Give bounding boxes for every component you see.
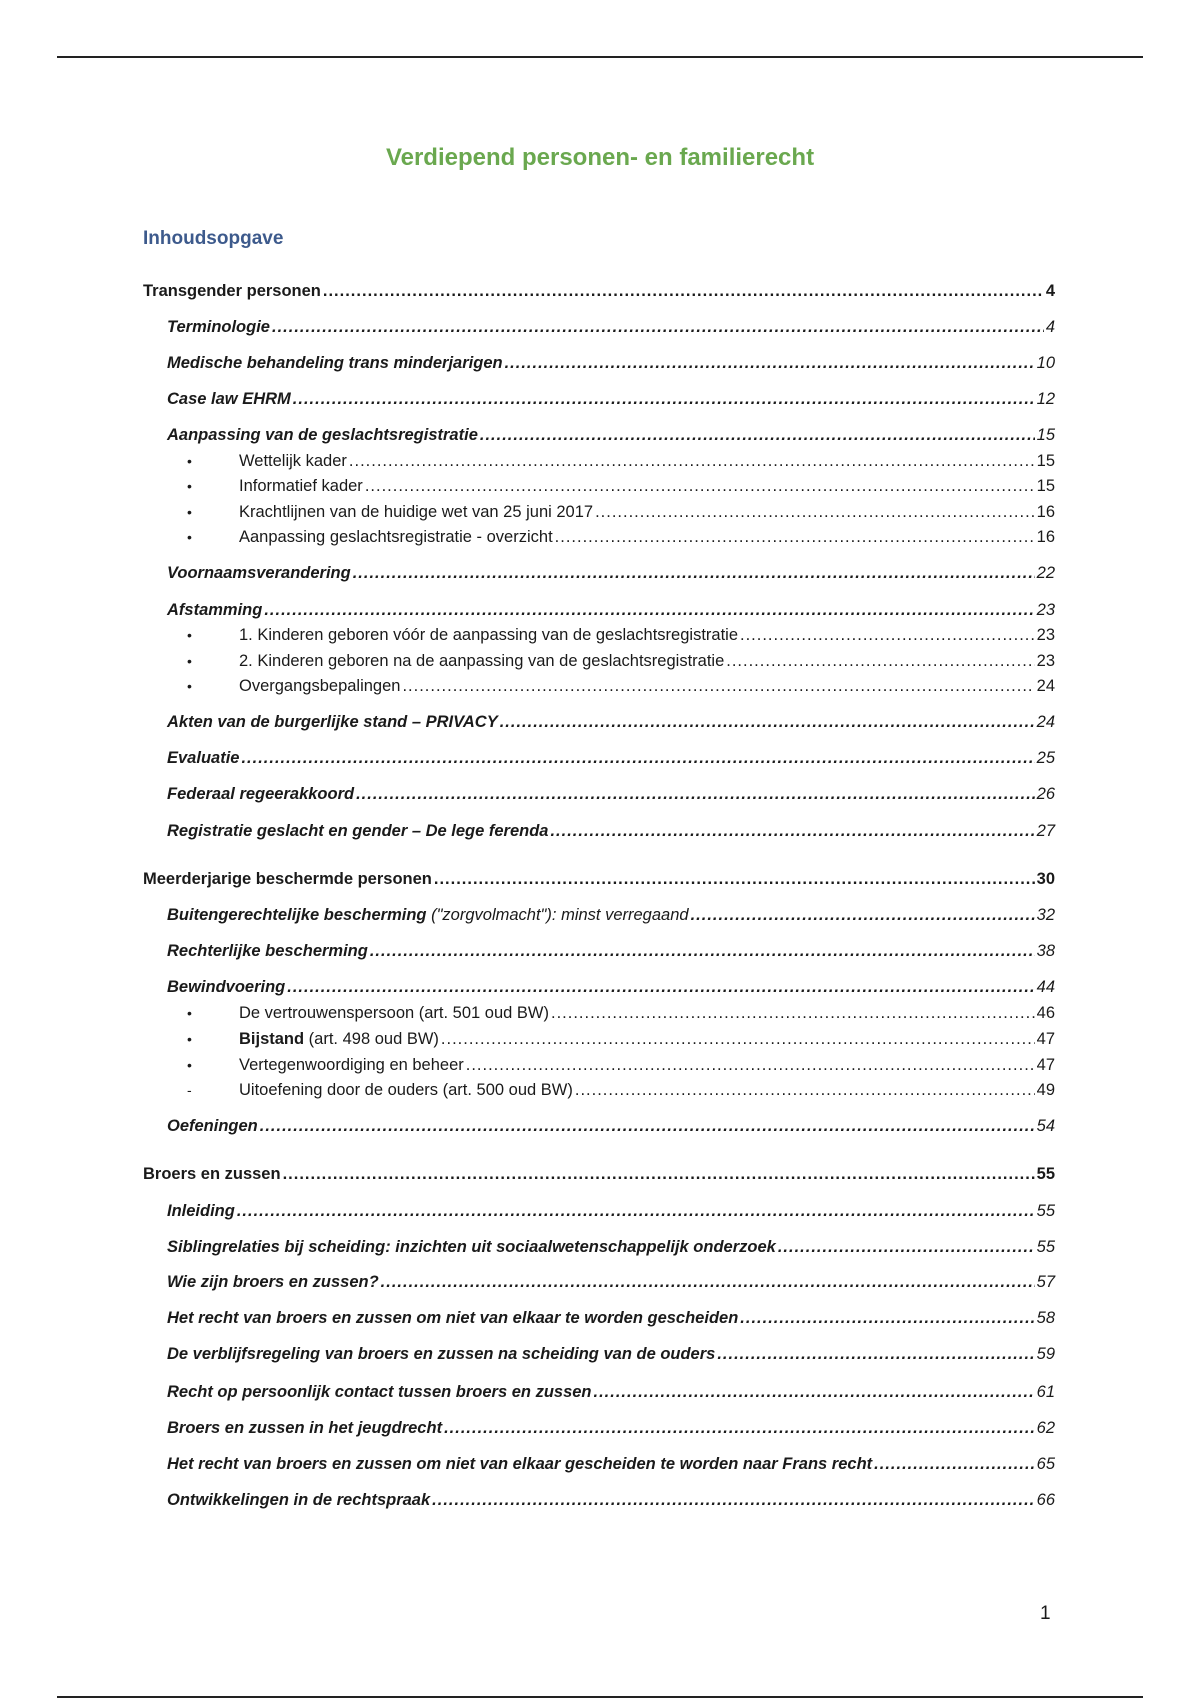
toc-entry-label: 2. Kinderen geboren na de aanpassing van de geslachtsregistratie	[239, 652, 725, 670]
toc-entry-page: 46	[1036, 1004, 1055, 1022]
toc-entry-label: Het recht van broers en zussen om niet van elkaar te worden gescheiden	[167, 1309, 739, 1327]
bullet-icon: •	[187, 627, 192, 643]
bullet-icon: •	[187, 478, 192, 494]
toc-entry-page: 57	[1036, 1273, 1055, 1291]
toc-entry-page: 15	[1036, 452, 1055, 470]
dot-leader	[241, 749, 1034, 768]
toc-entry[interactable]	[187, 1004, 1055, 1023]
bullet-icon: •	[187, 453, 192, 469]
toc-entry-label: Akten van de burgerlijke stand – PRIVACY	[167, 713, 498, 731]
toc-entry-page: 23	[1036, 626, 1055, 644]
toc-entry[interactable]	[187, 452, 1055, 471]
toc-entry-page: 24	[1036, 677, 1055, 695]
toc-entry-label: Het recht van broers en zussen om niet van elkaar gescheiden te worden naar Frans recht	[167, 1455, 873, 1473]
bullet-icon: •	[187, 653, 192, 669]
dash-marker: -	[187, 1082, 192, 1098]
toc-entry-page: 62	[1036, 1419, 1055, 1437]
toc-entry-label: Oefeningen	[167, 1117, 258, 1135]
toc-entry-label: Rechterlijke bescherming	[167, 942, 368, 960]
dot-leader	[381, 1273, 1035, 1292]
toc-entry-page: 27	[1036, 822, 1055, 840]
toc-entry-label: Overgangsbepalingen	[239, 677, 401, 695]
dot-leader	[237, 1202, 1035, 1221]
toc-entry-label-plain: ("zorgvolmacht"): minst verregaand	[426, 906, 689, 924]
toc-entry-page: 66	[1036, 1491, 1055, 1509]
toc-entry-page: 26	[1036, 785, 1055, 803]
toc-entry-page: 16	[1036, 528, 1055, 546]
toc-entry-page: 44	[1036, 978, 1055, 996]
toc-entry-label: Inleiding	[167, 1202, 235, 1220]
toc-entry-label: Uitoefening door de ouders (art. 500 oud BW)	[239, 1081, 573, 1099]
dot-leader	[595, 503, 1035, 522]
toc-entry-page: 4	[1045, 318, 1055, 336]
dot-leader	[551, 1004, 1035, 1023]
bullet-icon: •	[187, 1057, 192, 1073]
dot-leader	[480, 426, 1035, 445]
toc-entry-page: 54	[1036, 1117, 1055, 1135]
bullet-icon: •	[187, 504, 192, 520]
toc-entry[interactable]	[167, 1383, 1055, 1402]
dot-leader	[505, 354, 1035, 373]
dot-leader	[293, 390, 1035, 409]
toc-entry[interactable]	[167, 1273, 1055, 1292]
toc-entry[interactable]	[167, 749, 1055, 768]
dot-leader	[287, 978, 1034, 997]
toc-entry-label: Meerderjarige beschermde personen	[143, 870, 432, 888]
toc-entry-label: Registratie geslacht en gender – De lege ferenda	[167, 822, 549, 840]
dot-leader	[370, 942, 1035, 961]
toc-entry-label: Recht op persoonlijk contact tussen broers en zussen	[167, 1383, 592, 1401]
toc-entry[interactable]	[167, 1238, 1055, 1257]
toc-entry[interactable]	[187, 528, 1055, 547]
toc-entry-label-rest: (art. 498 oud BW)	[304, 1030, 439, 1048]
dot-leader	[740, 626, 1035, 645]
toc-entry[interactable]	[167, 426, 1055, 445]
toc-entry[interactable]	[167, 1117, 1055, 1136]
toc-entry-label: Federaal regeerakkoord	[167, 785, 355, 803]
toc-entry-label: Wie zijn broers en zussen?	[167, 1273, 379, 1291]
dot-leader	[575, 1081, 1035, 1100]
toc-entry-label: De vertrouwenspersoon (art. 501 oud BW)	[239, 1004, 549, 1022]
toc-entry-page: 22	[1036, 564, 1055, 582]
toc-entry-page: 30	[1036, 870, 1055, 888]
toc-entry-label: Broers en zussen in het jeugdrecht	[167, 1419, 443, 1437]
toc-entry-page: 59	[1036, 1345, 1055, 1363]
toc-entry-page: 65	[1036, 1455, 1055, 1473]
toc-entry-label: Vertegenwoordiging en beheer	[239, 1056, 464, 1074]
dot-leader	[594, 1383, 1035, 1402]
dot-leader	[691, 906, 1035, 925]
dot-leader	[500, 713, 1035, 732]
toc-entry[interactable]	[167, 1491, 1055, 1510]
toc-entry[interactable]	[167, 942, 1055, 961]
toc-entry[interactable]	[167, 785, 1055, 804]
dot-leader	[323, 282, 1044, 301]
dot-leader	[874, 1455, 1034, 1474]
toc-entry-page: 58	[1036, 1309, 1055, 1327]
toc-entry[interactable]	[187, 1056, 1055, 1075]
header-rule	[57, 56, 1143, 58]
toc-entry[interactable]	[167, 318, 1055, 337]
toc-entry[interactable]	[167, 1455, 1055, 1474]
toc-entry-page: 61	[1036, 1383, 1055, 1401]
toc-entry-page: 32	[1036, 906, 1055, 924]
toc-entry-label: Voornaamsverandering	[167, 564, 351, 582]
toc-entry[interactable]	[167, 1309, 1055, 1328]
toc-entry[interactable]	[187, 1030, 1055, 1049]
toc-entry-page: 55	[1036, 1165, 1055, 1183]
toc-entry-page: 16	[1036, 503, 1055, 521]
toc-entry[interactable]	[167, 1419, 1055, 1438]
dot-leader	[264, 601, 1034, 620]
bullet-icon: •	[187, 529, 192, 545]
toc-entry-label: Ontwikkelingen in de rechtspraak	[167, 1491, 431, 1509]
toc-entry-page: 15	[1036, 426, 1055, 444]
toc-entry-page: 55	[1036, 1238, 1055, 1256]
toc-entry[interactable]	[167, 601, 1055, 620]
toc-entry[interactable]	[167, 978, 1055, 997]
toc-entry-page: 49	[1036, 1081, 1055, 1099]
toc-entry-page: 23	[1036, 652, 1055, 670]
dot-leader	[260, 1117, 1035, 1136]
dot-leader	[466, 1056, 1035, 1075]
footer-rule	[57, 1696, 1143, 1698]
toc-entry-page: 55	[1036, 1202, 1055, 1220]
toc-entry[interactable]	[187, 477, 1055, 496]
dot-leader	[432, 1491, 1034, 1510]
toc-entry[interactable]	[187, 503, 1055, 522]
toc-entry-label: Aanpassing van de geslachtsregistratie	[167, 426, 478, 444]
bullet-icon: •	[187, 1005, 192, 1021]
toc-entry-label: Siblingrelaties bij scheiding: inzichten uit sociaalwetenschappelijk onderzoek	[167, 1238, 776, 1256]
dot-leader	[550, 822, 1034, 841]
toc-entry-label: De verblijfsregeling van broers en zussen na scheiding van de ouders	[167, 1345, 716, 1363]
dot-leader	[444, 1419, 1035, 1438]
toc-entry-label	[239, 1030, 439, 1049]
toc-entry-label: Terminologie	[167, 318, 270, 336]
toc-entry-label: Krachtlijnen van de huidige wet van 25 juni 2017	[239, 503, 594, 521]
toc-entry-page: 38	[1036, 942, 1055, 960]
toc-entry-label-bold: Bijstand	[239, 1030, 305, 1048]
toc-entry[interactable]	[187, 1081, 1055, 1100]
page-number: 1	[1040, 1603, 1051, 1624]
toc-entry-label: Informatief kader	[239, 477, 363, 495]
toc-heading: Inhoudsopgave	[143, 228, 284, 249]
toc-entry-page: 47	[1036, 1056, 1055, 1074]
toc-entry[interactable]	[187, 677, 1055, 696]
toc-entry-page: 25	[1036, 749, 1055, 767]
dot-leader	[555, 528, 1035, 547]
toc-entry-label: 1. Kinderen geboren vóór de aanpassing van de geslachtsregistratie	[239, 626, 738, 644]
toc-entry-label-main: Buitengerechtelijke bescherming	[167, 906, 427, 924]
toc-entry-label: Aanpassing geslachtsregistratie - overzicht	[239, 528, 553, 546]
toc-entry[interactable]	[167, 390, 1055, 409]
dot-leader	[353, 564, 1035, 583]
dot-leader	[272, 318, 1044, 337]
document-title: Verdiepend personen- en familierecht	[385, 144, 815, 171]
toc-entry-page: 47	[1036, 1030, 1055, 1048]
dot-leader	[402, 677, 1034, 696]
toc-entry-page: 23	[1036, 601, 1055, 619]
dot-leader	[356, 785, 1035, 804]
toc-entry-page: 10	[1036, 354, 1055, 372]
dot-leader	[726, 652, 1034, 671]
toc-entry-page: 12	[1036, 390, 1055, 408]
toc-entry-label: Case law EHRM	[167, 390, 291, 408]
toc-entry-page: 15	[1036, 477, 1055, 495]
toc-entry-page: 4	[1045, 282, 1055, 300]
dot-leader	[434, 870, 1035, 889]
toc-entry[interactable]	[187, 626, 1055, 645]
toc-entry-label: Wettelijk kader	[239, 452, 347, 470]
dot-leader	[778, 1238, 1035, 1257]
toc-entry[interactable]	[167, 354, 1055, 373]
toc-entry-label: Bewindvoering	[167, 978, 286, 996]
toc-entry[interactable]	[143, 1165, 1055, 1184]
toc-entry[interactable]	[143, 870, 1055, 889]
toc-entry[interactable]	[167, 822, 1055, 841]
toc-entry-page: 24	[1036, 713, 1055, 731]
dot-leader	[365, 477, 1035, 496]
bullet-icon: •	[187, 678, 192, 694]
bullet-icon: •	[187, 1031, 192, 1047]
dot-leader	[441, 1030, 1035, 1049]
toc-entry[interactable]	[167, 713, 1055, 732]
dot-leader	[283, 1165, 1035, 1184]
toc-entry[interactable]	[167, 1345, 1055, 1364]
dot-leader	[717, 1345, 1034, 1364]
toc-entry-label: Afstamming	[167, 601, 263, 619]
toc-entry-label	[167, 906, 689, 925]
dot-leader	[740, 1309, 1034, 1328]
toc-entry-label: Evaluatie	[167, 749, 240, 767]
dot-leader	[349, 452, 1035, 471]
toc-entry[interactable]	[167, 906, 1055, 925]
toc-entry-label: Transgender personen	[143, 282, 321, 300]
toc-entry[interactable]	[167, 1202, 1055, 1221]
toc-entry[interactable]	[167, 564, 1055, 583]
toc-entry[interactable]	[143, 282, 1055, 301]
toc-entry-label: Broers en zussen	[143, 1165, 281, 1183]
toc-entry-label: Medische behandeling trans minderjarigen	[167, 354, 503, 372]
toc-entry[interactable]	[187, 652, 1055, 671]
